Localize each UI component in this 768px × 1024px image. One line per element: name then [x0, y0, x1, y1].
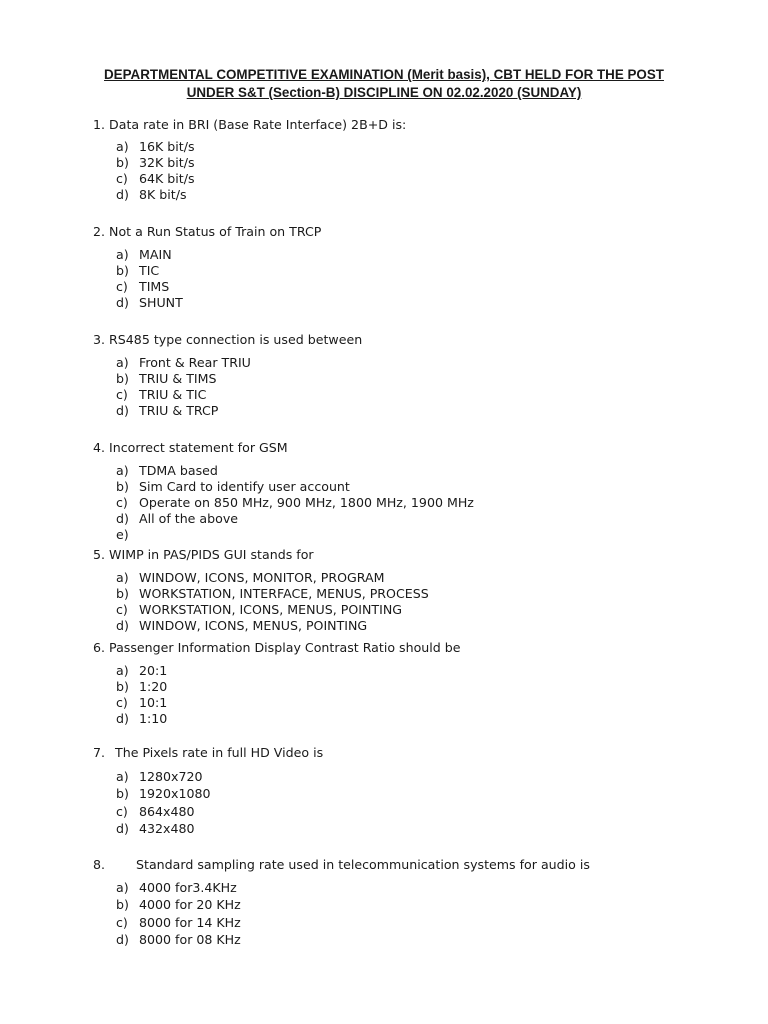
text: TDMA based [139, 463, 218, 478]
text: 4000 for3.4KHz [139, 880, 237, 895]
option [116, 139, 195, 155]
option [116, 527, 474, 543]
text: RS485 type connection is used between [109, 332, 363, 347]
text: 5. [93, 547, 106, 562]
option-letter: d) [116, 295, 129, 311]
question-2 [93, 224, 321, 240]
text: 1:10 [139, 711, 168, 727]
text: Passenger Information Display Contrast Ratio should be [109, 640, 461, 655]
text: 1280x720 [139, 769, 203, 784]
option [116, 371, 251, 387]
text: Operate on 850 MHz, 900 MHz, 1800 MHz, 1900 MHz [139, 495, 474, 511]
title-line-1: DEPARTMENTAL COMPETITIVE EXAMINATION (Merit basis), CBT HELD FOR THE POST [104, 67, 664, 82]
option [116, 495, 474, 511]
option-letter: b) [116, 679, 129, 695]
text: 4. [93, 440, 106, 455]
option-letter: a) [116, 463, 129, 478]
question-6-options [116, 663, 167, 727]
text: 20:1 [139, 663, 168, 678]
option-letter: d) [116, 403, 129, 419]
title-line-2: UNDER S&T (Section-B) DISCIPLINE ON 02.02.2020 (SUNDAY) [186, 85, 582, 100]
option [116, 769, 211, 786]
option-letter: a) [116, 247, 129, 262]
text: WORKSTATION, INTERFACE, MENUS, PROCESS [139, 586, 429, 602]
option [116, 602, 429, 618]
option-letter: c) [116, 279, 128, 295]
text: 8000 for 08 KHz [139, 931, 241, 947]
text: WINDOW, ICONS, MONITOR, PROGRAM [139, 570, 385, 585]
option [116, 463, 474, 479]
option-letter: c) [116, 495, 128, 511]
option-letter: b) [116, 263, 129, 279]
text: All of the above [139, 511, 239, 527]
text: 4000 for 20 KHz [139, 897, 241, 913]
question-5 [93, 547, 314, 563]
option-letter: a) [116, 139, 129, 154]
text: Incorrect statement for GSM [109, 440, 288, 455]
question-6 [93, 640, 461, 656]
question-5-options [116, 570, 429, 634]
option-letter: b) [116, 371, 129, 387]
option [116, 804, 211, 821]
text: Not a Run Status of Train on TRCP [109, 224, 322, 239]
question-1-options [116, 139, 195, 203]
text: TRIU & TIC [139, 387, 207, 403]
option-letter: c) [116, 387, 128, 403]
text: 8000 for 14 KHz [139, 914, 241, 930]
text: Data rate in BRI (Base Rate Interface) 2B+D is: [109, 117, 407, 132]
text: TIC [139, 263, 160, 279]
text: 7. [93, 745, 106, 760]
option-letter: b) [116, 155, 129, 171]
text: Sim Card to identify user account [139, 479, 350, 495]
option [116, 171, 195, 187]
option-letter: a) [116, 570, 129, 585]
text: 2. [93, 224, 106, 239]
text: 432x480 [139, 820, 195, 836]
option-letter: a) [116, 355, 129, 370]
option [116, 880, 241, 897]
question-4 [93, 440, 288, 456]
option [116, 821, 211, 838]
option-letter: c) [116, 803, 128, 819]
option-letter: b) [116, 786, 129, 802]
option-letter: b) [116, 586, 129, 602]
text: 3. [93, 332, 106, 347]
text: WINDOW, ICONS, MENUS, POINTING [139, 618, 368, 634]
text: 10:1 [139, 695, 168, 711]
question-4-options [116, 463, 474, 543]
text: 8. [93, 857, 106, 872]
option-letter: a) [116, 880, 129, 895]
text: Standard sampling rate used in telecommunication systems for audio is [136, 857, 590, 872]
text: TRIU & TRCP [139, 403, 219, 419]
option [116, 570, 429, 586]
option [116, 295, 183, 311]
text: TIMS [139, 279, 170, 295]
option-letter: c) [116, 602, 128, 618]
option [116, 695, 167, 711]
option-letter: d) [116, 618, 129, 634]
text: 6. [93, 640, 106, 655]
option-letter: e) [116, 527, 129, 543]
text: 8K bit/s [139, 187, 187, 203]
option [116, 663, 167, 679]
option [116, 247, 183, 263]
option-letter: d) [116, 187, 129, 203]
text: 1920x1080 [139, 786, 211, 802]
question-7-options [116, 769, 211, 838]
option-letter: c) [116, 695, 128, 711]
option-letter: c) [116, 914, 128, 930]
option-letter: c) [116, 171, 128, 187]
option-letter: d) [116, 931, 129, 947]
option [116, 187, 195, 203]
question-3 [93, 332, 362, 348]
text: WORKSTATION, ICONS, MENUS, POINTING [139, 602, 402, 618]
option-letter: d) [116, 711, 129, 727]
text: WIMP in PAS/PIDS GUI stands for [109, 547, 314, 562]
option [116, 915, 241, 932]
text: SHUNT [139, 295, 183, 311]
text: 864x480 [139, 803, 195, 819]
option [116, 403, 251, 419]
option-letter: d) [116, 511, 129, 527]
option [116, 586, 429, 602]
text: 1. [93, 117, 106, 132]
option-letter: d) [116, 820, 129, 836]
option [116, 897, 241, 914]
option [116, 279, 183, 295]
option [116, 932, 241, 949]
question-7 [93, 745, 323, 761]
option [116, 155, 195, 171]
option [116, 711, 167, 727]
text: 16K bit/s [139, 139, 195, 154]
question-1 [93, 117, 406, 133]
document-title [0, 66, 768, 102]
question-3-options [116, 355, 251, 419]
option [116, 387, 251, 403]
text: Front & Rear TRIU [139, 355, 251, 370]
question-2-options [116, 247, 183, 311]
text: The Pixels rate in full HD Video is [115, 745, 324, 760]
option [116, 618, 429, 634]
text: TRIU & TIMS [139, 371, 217, 387]
option [116, 479, 474, 495]
question-8-options [116, 880, 241, 949]
option-letter: b) [116, 479, 129, 495]
option-letter: a) [116, 663, 129, 678]
text: 64K bit/s [139, 171, 195, 187]
text: 32K bit/s [139, 155, 195, 171]
option [116, 679, 167, 695]
option [116, 786, 211, 803]
option [116, 511, 474, 527]
option-letter: a) [116, 769, 129, 784]
option [116, 263, 183, 279]
question-8 [93, 857, 590, 873]
option-letter: b) [116, 897, 129, 913]
text: 1:20 [139, 679, 168, 695]
text: MAIN [139, 247, 172, 262]
option [116, 355, 251, 371]
